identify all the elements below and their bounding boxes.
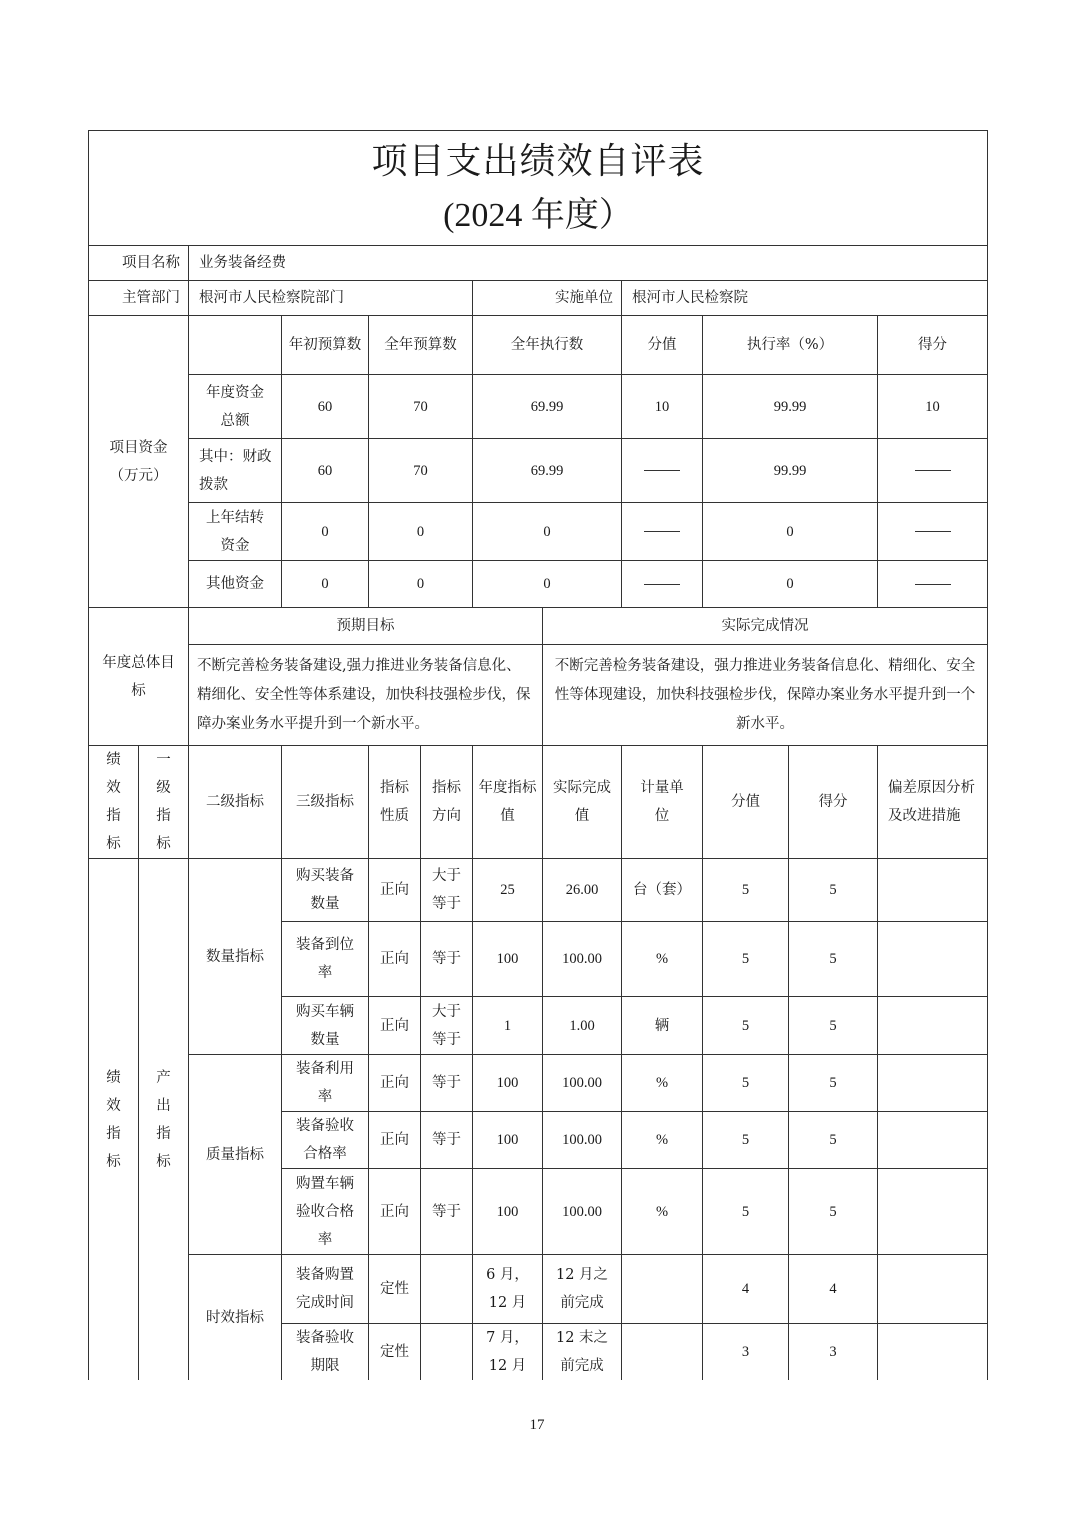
dash-text	[951, 518, 952, 519]
level3-indicator: 装备到位率	[282, 922, 369, 997]
indicator-direction	[421, 1255, 473, 1324]
funds-col-header: 分值	[622, 316, 703, 375]
annual-target: 100	[473, 1169, 543, 1255]
actual-value-header: 实际完成值	[543, 746, 622, 859]
funds-cell: 99.99	[703, 375, 878, 439]
unit-header: 计量单位	[622, 746, 703, 859]
funds-cell: 69.99	[473, 439, 622, 503]
score: 4	[789, 1255, 878, 1324]
unit: %	[622, 1112, 703, 1169]
level3-indicator: 装备利用率	[282, 1055, 369, 1112]
unit: %	[622, 922, 703, 997]
funds-header-row	[89, 316, 988, 375]
indicator-direction: 等于	[421, 1112, 473, 1169]
funds-cell: 70	[369, 375, 473, 439]
actual-value: 100.00	[543, 1055, 622, 1112]
implementing-unit-label: 实施单位	[473, 281, 622, 316]
actual-value: 100.00	[543, 1169, 622, 1255]
output-indicator-label: 产出指标	[139, 859, 189, 1381]
funds-row-label: 其他资金	[189, 561, 282, 608]
funds-row	[89, 561, 988, 608]
deviation	[878, 1112, 988, 1169]
deviation	[878, 997, 988, 1055]
score-value: 5	[703, 1112, 789, 1169]
deviation-header: 偏差原因分析及改进措施	[878, 746, 988, 859]
level3-indicator: 装备验收期限	[282, 1324, 369, 1381]
indicator-direction: 等于	[421, 1169, 473, 1255]
actual-value: 1.00	[543, 997, 622, 1055]
actual-result-header: 实际完成情况	[543, 608, 988, 645]
perf-indicator-header: 绩效指标	[89, 746, 139, 859]
score-value: 5	[703, 1055, 789, 1112]
funds-cell: 0	[282, 561, 369, 608]
funds-cell: 69.99	[473, 375, 622, 439]
funds-cell	[622, 561, 703, 608]
dash-mark	[915, 584, 951, 585]
funds-cell: 0	[369, 561, 473, 608]
indicator-nature: 正向	[369, 997, 421, 1055]
level2-indicator: 质量指标	[189, 1055, 282, 1255]
dash-text	[951, 457, 952, 458]
funds-row	[89, 375, 988, 439]
funds-row-label: 其中：财政拨款	[189, 439, 282, 503]
indicator-nature: 正向	[369, 1169, 421, 1255]
unit	[622, 1324, 703, 1381]
funds-cell: 60	[282, 439, 369, 503]
department-row	[89, 281, 988, 316]
indicator-nature: 定性	[369, 1255, 421, 1324]
indicator-nature: 正向	[369, 922, 421, 997]
actual-value: 12 月之前完成	[543, 1255, 622, 1324]
department-label: 主管部门	[89, 281, 189, 316]
dash-mark	[915, 470, 951, 471]
unit: %	[622, 1055, 703, 1112]
funds-cell	[878, 439, 988, 503]
funds-cell	[878, 561, 988, 608]
actual-result-text: 不断完善检务装备建设，强力推进业务装备信息化、精细化、安全性等体现建设，加快科技强检步伐，保障办案业务水平提升到一个新水平。	[543, 645, 988, 746]
funds-cell: 70	[369, 439, 473, 503]
funds-col-header: 年初预算数	[282, 316, 369, 375]
dash-text	[680, 570, 681, 571]
indicator-direction	[421, 1324, 473, 1381]
unit: %	[622, 1169, 703, 1255]
level3-indicator-header: 三级指标	[282, 746, 369, 859]
funds-col-header: 全年执行数	[473, 316, 622, 375]
funds-cell: 10	[622, 375, 703, 439]
indicator-direction: 等于	[421, 922, 473, 997]
indicator-direction: 大于等于	[421, 859, 473, 922]
title-cell	[89, 131, 988, 246]
funds-cell: 0	[703, 503, 878, 561]
project-name-row	[89, 246, 988, 281]
funds-cell: 0	[369, 503, 473, 561]
deviation	[878, 1255, 988, 1324]
dash-mark	[644, 584, 680, 585]
indicator-nature: 正向	[369, 1055, 421, 1112]
indicator-direction: 大于等于	[421, 997, 473, 1055]
funds-cell	[622, 503, 703, 561]
score-value: 5	[703, 922, 789, 997]
indicator-row	[89, 1255, 988, 1324]
score: 5	[789, 1112, 878, 1169]
annual-target: 6 月，12 月	[473, 1255, 543, 1324]
deviation	[878, 1324, 988, 1381]
project-name-value: 业务装备经费	[189, 246, 988, 281]
score-header: 得分	[789, 746, 878, 859]
indicator-nature: 定性	[369, 1324, 421, 1381]
annual-target-header: 年度指标值	[473, 746, 543, 859]
level2-indicator-header: 二级指标	[189, 746, 282, 859]
annual-target: 100	[473, 1055, 543, 1112]
funds-row	[89, 439, 988, 503]
deviation	[878, 859, 988, 922]
level2-indicator: 数量指标	[189, 859, 282, 1055]
title-row	[89, 131, 988, 246]
funds-row-label: 上年结转资金	[189, 503, 282, 561]
indicator-nature-header: 指标性质	[369, 746, 421, 859]
score-value: 5	[703, 997, 789, 1055]
score: 5	[789, 859, 878, 922]
score: 5	[789, 1169, 878, 1255]
funds-section-label: 项目资金（万元）	[89, 316, 189, 608]
score-value: 4	[703, 1255, 789, 1324]
funds-cell: 0	[473, 503, 622, 561]
perf-indicator-label: 绩效指标	[89, 859, 139, 1381]
funds-row	[89, 503, 988, 561]
funds-cell: 0	[282, 503, 369, 561]
deviation	[878, 1169, 988, 1255]
annual-target: 7 月，12 月	[473, 1324, 543, 1381]
implementing-unit-value: 根河市人民检察院	[622, 281, 988, 316]
funds-cell: 0	[703, 561, 878, 608]
indicator-nature: 正向	[369, 859, 421, 922]
funds-cell: 60	[282, 375, 369, 439]
expected-goal-header: 预期目标	[189, 608, 543, 645]
dash-text	[680, 518, 681, 519]
level3-indicator: 购买装备数量	[282, 859, 369, 922]
actual-value: 100.00	[543, 1112, 622, 1169]
annual-target: 100	[473, 1112, 543, 1169]
level2-indicator: 时效指标	[189, 1255, 282, 1381]
actual-value: 12 末之前完成	[543, 1324, 622, 1381]
funds-col-header: 执行率（%）	[703, 316, 878, 375]
score-value: 5	[703, 859, 789, 922]
funds-cell: 0	[473, 561, 622, 608]
level3-indicator: 购置车辆验收合格率	[282, 1169, 369, 1255]
score: 5	[789, 997, 878, 1055]
deviation	[878, 922, 988, 997]
level3-indicator: 装备验收合格率	[282, 1112, 369, 1169]
score-value: 5	[703, 1169, 789, 1255]
dash-text	[680, 457, 681, 458]
dash-text	[951, 570, 952, 571]
goals-section-label: 年度总体目标	[89, 608, 189, 746]
funds-col-header: 得分	[878, 316, 988, 375]
funds-corner-cell	[189, 316, 282, 375]
funds-cell	[878, 503, 988, 561]
project-name-label: 项目名称	[89, 246, 189, 281]
unit: 辆	[622, 997, 703, 1055]
goals-header-row	[89, 608, 988, 645]
funds-row-label: 年度资金总额	[189, 375, 282, 439]
funds-cell	[622, 439, 703, 503]
indicator-direction-header: 指标方向	[421, 746, 473, 859]
actual-value: 26.00	[543, 859, 622, 922]
dash-mark	[644, 470, 680, 471]
annual-target: 25	[473, 859, 543, 922]
deviation	[878, 1055, 988, 1112]
actual-value: 100.00	[543, 922, 622, 997]
score-value-header: 分值	[703, 746, 789, 859]
dash-mark	[644, 531, 680, 532]
funds-cell: 99.99	[703, 439, 878, 503]
indicator-row	[89, 1055, 988, 1112]
page-number: 17	[529, 1417, 545, 1433]
annual-target: 100	[473, 922, 543, 997]
unit	[622, 1255, 703, 1324]
expected-goal-text: 不断完善检务装备建设,强力推进业务装备信息化、精细化、安全性等体系建设，加快科技强检步伐，保障办案业务水平提升到一个新水平。	[189, 645, 543, 746]
level3-indicator: 装备购置完成时间	[282, 1255, 369, 1324]
score: 5	[789, 922, 878, 997]
page-title: 项目支出绩效自评表	[371, 141, 705, 182]
score: 5	[789, 1055, 878, 1112]
indicator-row	[89, 859, 988, 922]
department-value: 根河市人民检察院部门	[189, 281, 473, 316]
indicator-header-row	[89, 746, 988, 859]
indicator-direction: 等于	[421, 1055, 473, 1112]
unit: 台（套）	[622, 859, 703, 922]
performance-self-evaluation-table	[88, 130, 988, 1380]
dash-mark	[915, 531, 951, 532]
annual-target: 1	[473, 997, 543, 1055]
page-subtitle: (2024 年度）	[443, 197, 633, 234]
goals-content-row	[89, 645, 988, 746]
level3-indicator: 购买车辆数量	[282, 997, 369, 1055]
score: 3	[789, 1324, 878, 1381]
funds-cell: 10	[878, 375, 988, 439]
score-value: 3	[703, 1324, 789, 1381]
level1-indicator-header: 一级指标	[139, 746, 189, 859]
indicator-nature: 正向	[369, 1112, 421, 1169]
funds-col-header: 全年预算数	[369, 316, 473, 375]
